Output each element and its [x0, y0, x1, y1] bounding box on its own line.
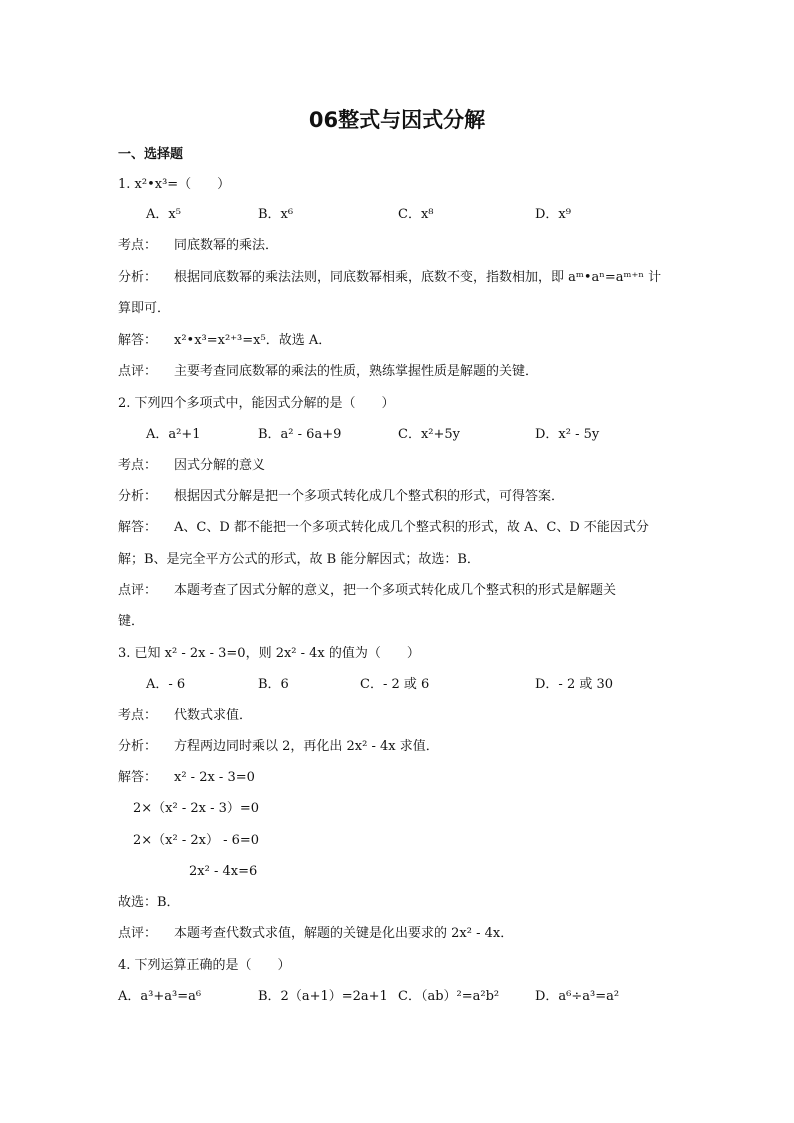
question-1-dianping-text: 主要考查同底数幂的乘法的性质，熟练掌握性质是解题的关键． [174, 364, 539, 379]
label-dianping: 点评： [118, 926, 158, 941]
label-fenxi: 分析： [118, 489, 158, 504]
question-1-jieda-text: x²•x³=x²⁺³=x⁵．故选 A． [174, 333, 332, 348]
question-4-option-a: A．a³+a³=a⁶ [118, 989, 202, 1004]
document-title: 06整式与因式分解 [308, 108, 486, 132]
question-1-fenxi [118, 269, 661, 287]
question-3-option-b: B．6 [258, 677, 289, 692]
question-3-jieda-step-2: 2×（x² - 2x - 3）=0 [133, 801, 260, 816]
label-kaodian: 考点： [118, 458, 158, 473]
question-1-option-d: D．x⁹ [535, 207, 571, 222]
question-4-stem: 4. 下列运算正确的是（ ） [118, 958, 291, 973]
question-1-jieda [118, 332, 331, 350]
label-jieda: 解答： [118, 520, 158, 535]
label-jieda: 解答： [118, 770, 158, 785]
question-2-kaodian-text: 因式分解的意义 [174, 458, 266, 473]
question-3-stem: 3. 已知 x² - 2x - 3=0，则 2x² - 4x 的值为（ ） [118, 646, 420, 661]
question-1-dianping [118, 363, 538, 381]
question-1-stem: 1. x²•x³=（ ） [118, 177, 231, 192]
label-dianping: 点评： [118, 583, 158, 598]
question-2-option-a: A．a²+1 [146, 427, 201, 442]
label-kaodian: 考点： [118, 238, 158, 253]
question-3-option-c: C．- 2 或 6 [360, 677, 430, 692]
question-3-kaodian-text: 代数式求值． [174, 708, 253, 723]
question-1-fenxi-cont: 算即可． [118, 301, 171, 316]
question-1-fenxi-text: 根据同底数幂的乘法法则，同底数幂相乘，底数不变，指数相加，即 aᵐ•aⁿ=aᵐ⁺ⁿ 计 [174, 270, 662, 285]
label-dianping: 点评： [118, 364, 158, 379]
question-2-fenxi [118, 488, 564, 506]
label-kaodian: 考点： [118, 708, 158, 723]
question-1-option-a: A．x⁵ [146, 207, 181, 222]
question-4-option-b: B．2（a+1）=2a+1 [258, 989, 388, 1004]
question-2-dianping-text: 本题考查了因式分解的意义，把一个多项式转化成几个整式积的形式是解题关 [174, 583, 617, 598]
question-1-option-c: C．x⁸ [398, 207, 434, 222]
question-4-option-c: C．（ab）²=a²b² [398, 989, 500, 1004]
question-2-dianping-cont: 键． [118, 614, 145, 629]
question-3-jieda-step-3: 2×（x² - 2x） - 6=0 [133, 833, 260, 848]
question-3-fenxi [118, 738, 439, 756]
label-fenxi: 分析： [118, 739, 158, 754]
question-2-option-d: D．x² - 5y [535, 427, 600, 442]
question-3-jieda-step-4: 2x² - 4x=6 [189, 864, 258, 879]
question-2-jieda-cont: 解；B、是完全平方公式的形式，故 B 能分解因式；故选：B． [118, 552, 480, 567]
question-3-option-a: A．- 6 [146, 677, 186, 692]
question-2-kaodian [118, 457, 265, 475]
question-3-kaodian [118, 707, 252, 725]
question-1-kaodian [118, 237, 278, 255]
question-3-option-d: D．- 2 或 30 [535, 677, 614, 692]
question-2-jieda [118, 519, 649, 537]
question-2-stem: 2. 下列四个多项式中，能因式分解的是（ ） [118, 396, 395, 411]
label-fenxi: 分析： [118, 270, 158, 285]
question-3-dianping-text: 本题考查代数式求值，解题的关键是化出要求的 2x² - 4x． [174, 926, 514, 941]
question-2-option-c: C．x²+5y [398, 427, 460, 442]
label-jieda: 解答： [118, 333, 158, 348]
question-2-fenxi-text: 根据因式分解是把一个多项式转化成几个整式积的形式，可得答案． [174, 489, 565, 504]
question-3-dianping [118, 925, 513, 943]
question-3-fenxi-text: 方程两边同时乘以 2，再化出 2x² - 4x 求值． [174, 739, 439, 754]
question-2-jieda-text: A、C、D 都不能把一个多项式转化成几个整式积的形式，故 A、C、D 不能因式分 [174, 520, 649, 535]
question-3-answer: 故选：B． [118, 895, 180, 910]
question-3-jieda [118, 769, 255, 787]
question-1-option-b: B．x⁶ [258, 207, 294, 222]
question-1-kaodian-text: 同底数幂的乘法． [174, 238, 279, 253]
question-4-option-d: D．a⁶÷a³=a² [535, 989, 620, 1004]
question-3-jieda-step-1: x² - 2x - 3=0 [174, 770, 255, 785]
question-2-dianping [118, 582, 616, 600]
section-heading: 一、选择题 [118, 147, 184, 162]
question-2-option-b: B．a² - 6a+9 [258, 427, 342, 442]
